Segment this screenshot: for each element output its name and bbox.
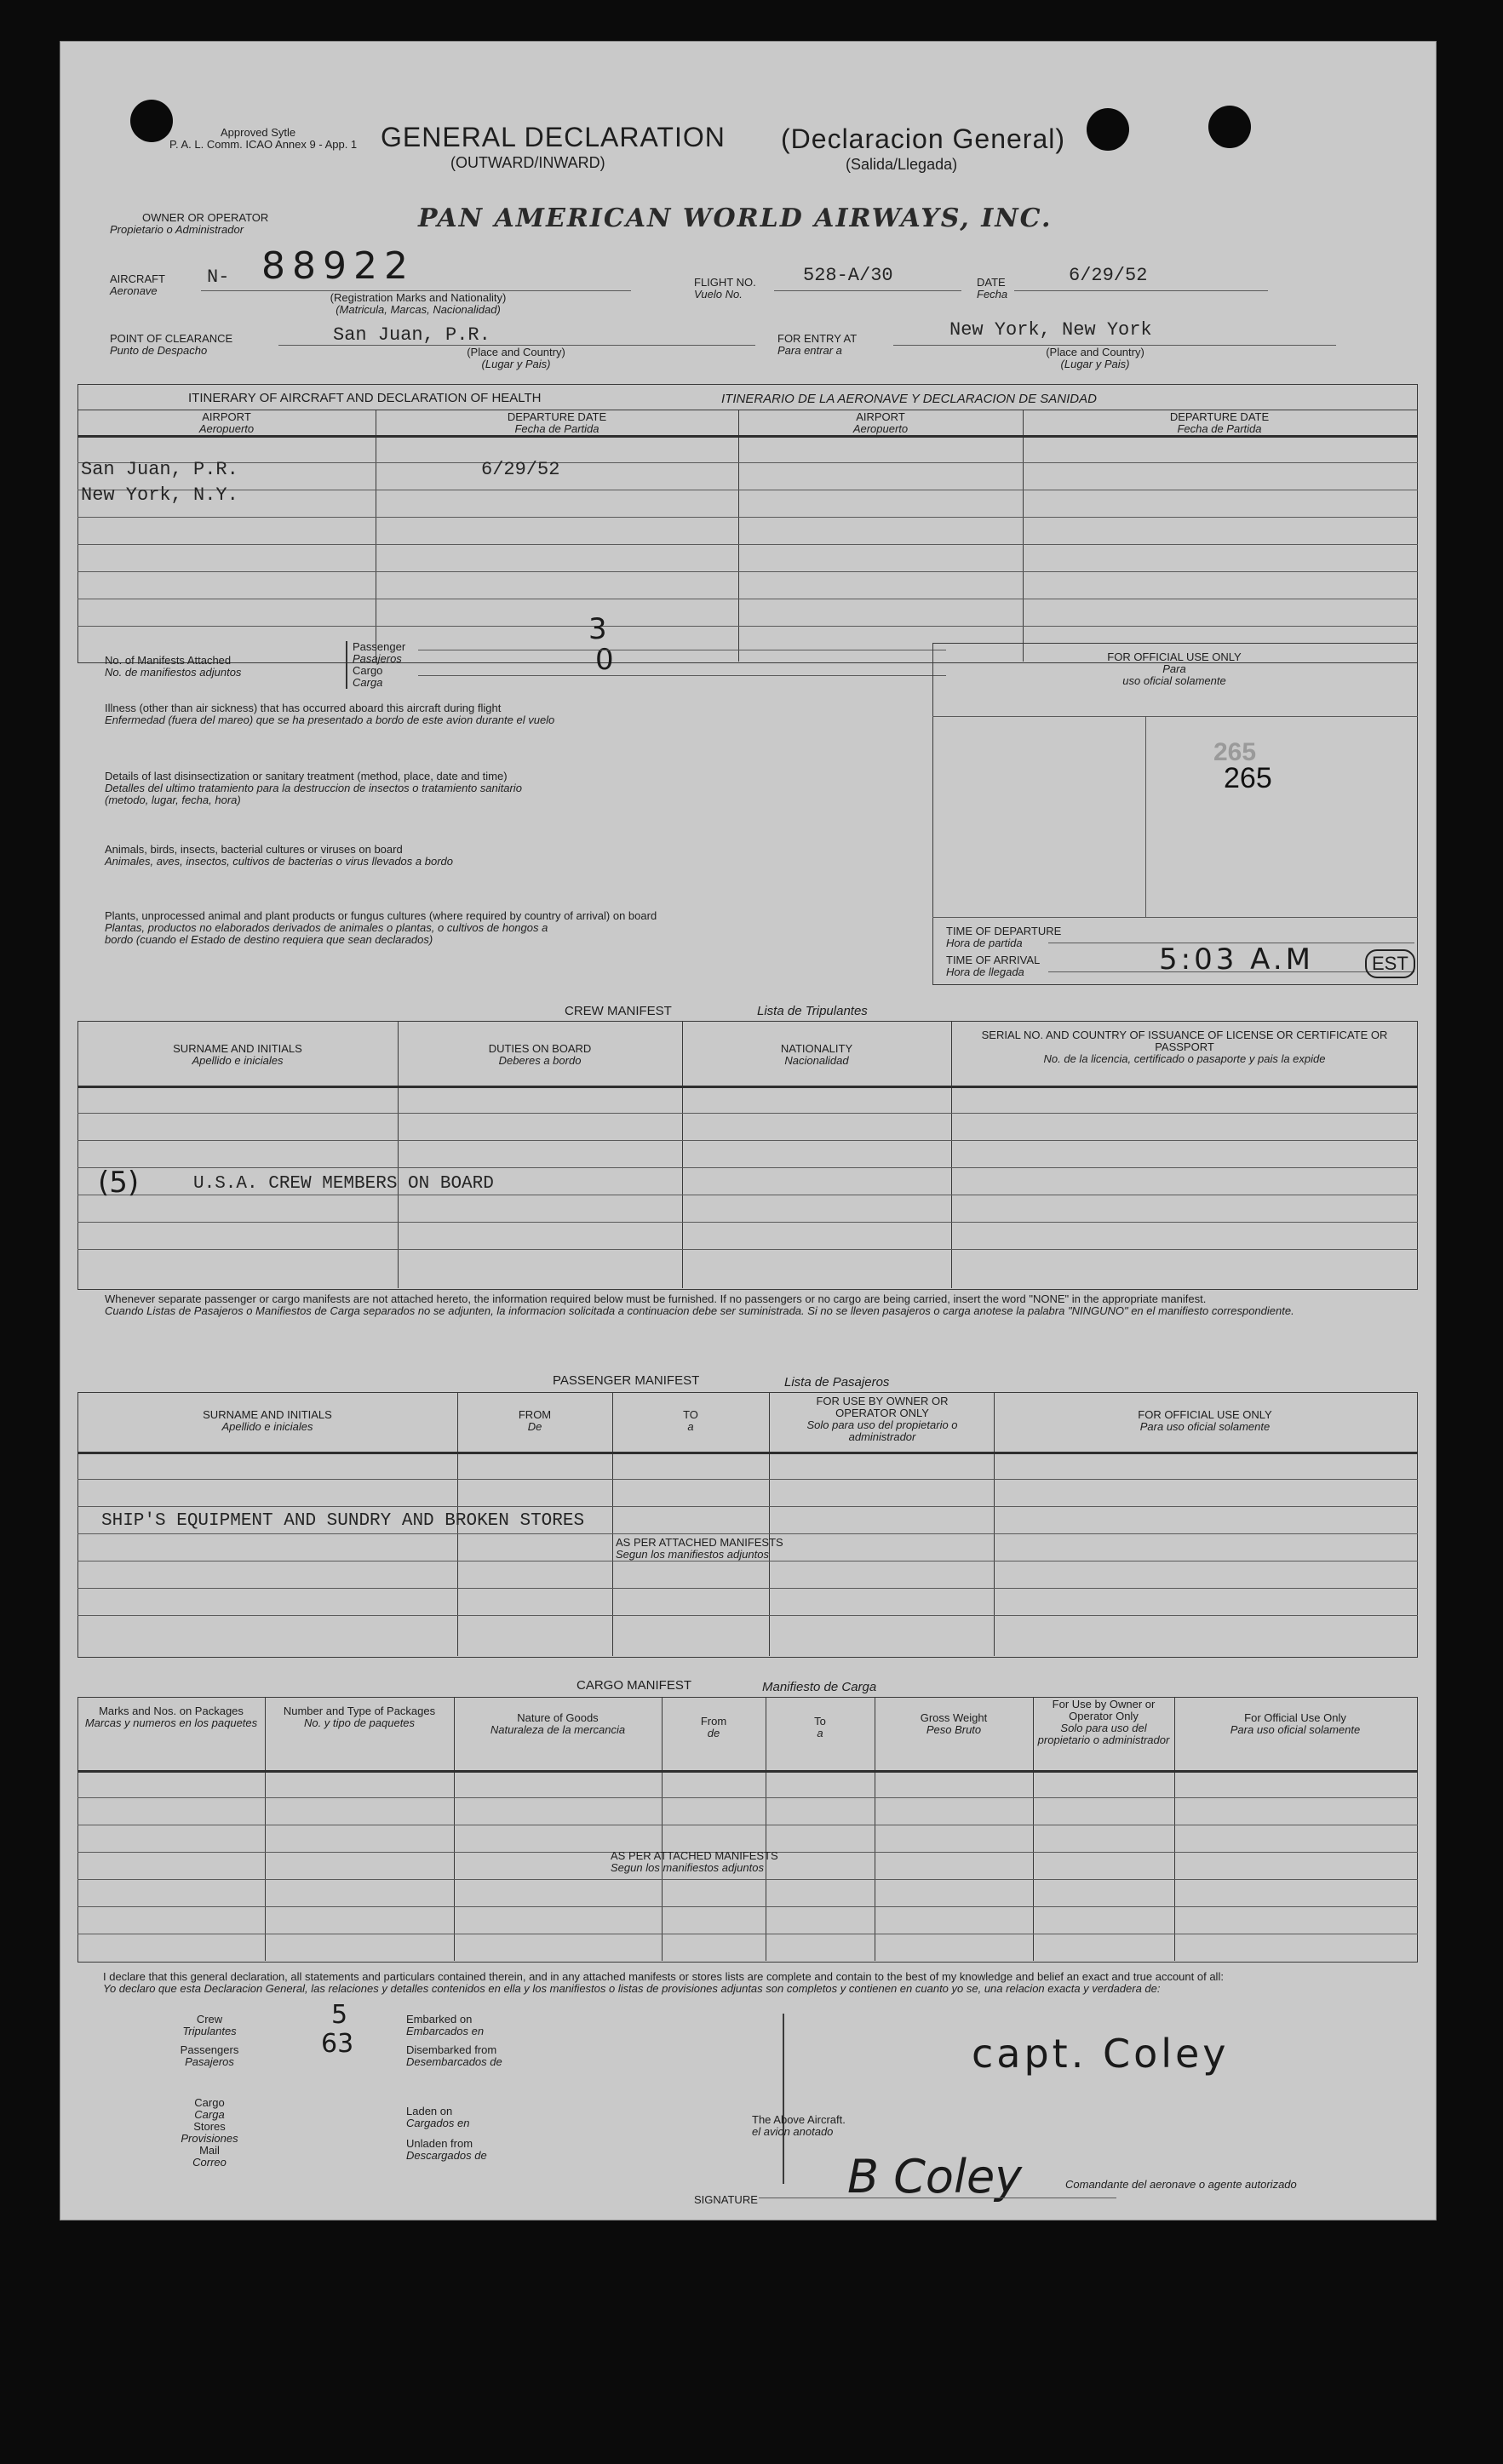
owner-label-en: OWNER OR OPERATOR [142,211,269,224]
cargo-col-marks [81,1705,261,1729]
crew-col-nationality [682,1043,951,1067]
pass-col-1-en: SURNAME AND INITIALS [203,1408,332,1421]
manifests-passenger-count: 3 [588,612,607,646]
cargo-col-from [662,1716,766,1739]
flight-label-es: Vuelo No. [694,288,743,301]
decl-item-carga: Carga [194,2108,225,2121]
itin-col-2-es: Fecha de Partida [514,422,599,435]
decl-laden-en: Laden on [406,2105,453,2117]
cargo-col-4-es: de [707,1727,720,1739]
manifests-label [105,655,241,679]
crew-heading-es: Lista de Tripulantes [757,1004,868,1018]
decl-pass-es: Pasajeros [185,2055,234,2068]
disinsect-es-2: (metodo, lugar, fecha, hora) [105,794,241,806]
crew-count: (5) [98,1166,140,1200]
cargo-col-2-en: Number and Type of Packages [283,1705,436,1717]
captain-handwritten: capt. Coley [972,2031,1230,2077]
pass-col-3-en: TO [683,1408,698,1421]
passenger-attached [616,1537,783,1561]
manifests-passenger-en: Passenger [353,640,406,653]
form-subtitle-es: (Salida/Llegada) [846,156,958,173]
approval-line-2: P. A. L. Comm. ICAO Annex 9 - App. 1 [169,138,358,151]
entry-value: New York, New York [949,319,1152,341]
cargo-col-7-en: For Use by Owner or Operator Only [1052,1698,1156,1722]
aircraft-label [110,273,165,297]
entry-label [777,333,857,357]
punch-hole-left [130,100,173,142]
pass-col-2-en: FROM [518,1408,552,1421]
itin-col-1-es: Aeropuerto [198,422,255,435]
cargo-col-5-en: To [814,1715,826,1728]
arrival-label-en: TIME OF ARRIVAL [946,954,1041,966]
illness-declaration [105,702,554,726]
cargo-heading: CARGO MANIFEST [577,1678,692,1693]
crew-col-2-es: Deberes a bordo [498,1054,582,1067]
aircraft-registration: 88922 [261,244,415,288]
itinerary-heading: ITINERARY OF AIRCRAFT AND DECLARATION OF HEALTH [188,391,542,405]
decl-cargo-items [163,2097,256,2169]
crew-col-1-es: Apellido e iniciales [192,1054,284,1067]
cargo-col-to [766,1716,875,1739]
cargo-col-owner-use [1036,1699,1171,1746]
pass-col-owner-use [784,1395,980,1443]
decl-unladen-en: Unladen from [406,2137,473,2150]
entry-label-en: FOR ENTRY AT [777,332,858,345]
cargo-attached-en: AS PER ATTACHED MANIFESTS [611,1849,778,1862]
decl-item-cargo: Cargo [194,2096,225,2109]
decl-laden-es: Cargados en [406,2117,470,2129]
pass-col-to [612,1409,769,1433]
clearance-label [110,333,232,357]
pass-col-3-es: a [687,1420,694,1433]
clearance-value: San Juan, P.R. [333,324,490,346]
plants-es-1: Plantas, productos no elaborados derivados de animales o plantas, o cultivos de hongos a [105,921,548,934]
signature-label: SIGNATURE [694,2193,758,2206]
flight-number: 528-A/30 [803,265,893,286]
clearance-place-caption [418,347,614,370]
crew-col-license [972,1029,1397,1065]
crew-col-2-en: DUTIES ON BOARD [488,1042,592,1055]
manifests-types [346,641,405,689]
animals-es: Animales, aves, insectos, cultivos de bacterias o virus llevados a bordo [105,855,453,868]
owner-value: PAN AMERICAN WORLD AIRWAYS, INC. [418,203,1053,233]
general-declaration-form [60,41,1437,2220]
cargo-col-8-en: For Official Use Only [1244,1711,1346,1724]
decl-embarked-en: Embarked on [406,2013,473,2026]
crew-col-4-en: SERIAL NO. AND COUNTRY OF ISSUANCE OF LICENSE OR CERTIFICATE OR PASSPORT [981,1029,1388,1053]
plants-es-2: bordo (cuando el Estado de destino requiera que sean declarados) [105,933,433,946]
cargo-col-7-es: Solo para uso del propietario o administrador [1037,1722,1170,1746]
passenger-entry: SHIP'S EQUIPMENT AND SUNDRY AND BROKEN STORES [101,1511,585,1531]
approval-note [169,127,357,151]
flight-label-en: FLIGHT NO. [694,276,756,289]
decl-aircraft-label [752,2114,846,2138]
decl-crew-es: Tripulantes [182,2025,237,2037]
clearance-place-es: (Lugar y Pais) [481,358,551,370]
decl-item-correo: Correo [192,2156,227,2169]
itin-row-1-airport: San Juan, P.R. [81,459,238,480]
form-title-es: (Declaracion General) [781,123,1066,154]
arrival-label-es: Hora de llegada [946,966,1024,978]
itin-col-3-en: AIRPORT [856,410,905,423]
official-label-es-1: Para [1162,662,1186,675]
arrival-time-note: EST [1365,949,1415,978]
date-label-es: Fecha [977,288,1008,301]
approval-line-1: Approved Sytle [221,126,296,139]
decl-item-mail: Mail [199,2144,220,2157]
aircraft-label-en: AIRCRAFT [110,272,165,285]
notice-es: Cuando Listas de Pasajeros o Manifiestos de Carga separados no se adjunten, la informacion solicitada a continuacion debe ser suministrada. Si no se lleven pasajeros o carga anotese la palabra "NINGUNO" en el manifiesto correspondiente. [105,1304,1294,1317]
passenger-heading: PASSENGER MANIFEST [553,1373,700,1388]
pass-col-4-en: FOR USE BY OWNER OR OPERATOR ONLY [816,1395,949,1419]
itin-col-2-en: DEPARTURE DATE [507,410,607,423]
clearance-label-en: POINT OF CLEARANCE [110,332,233,345]
animals-declaration [105,844,453,868]
pass-col-official-use [994,1409,1416,1433]
itin-row-2-airport: New York, N.Y. [81,484,238,506]
aircraft-prefix: N- [207,266,230,288]
official-stamp-faded: 265 [1213,738,1257,766]
crew-col-3-es: Nacionalidad [784,1054,849,1067]
cargo-col-weight [875,1712,1033,1736]
disinsection-declaration [105,771,522,806]
manifests-cargo-count: 0 [595,643,614,677]
itin-col-3-es: Aeropuerto [852,422,909,435]
decl-aircraft-en: The Above Aircraft. [752,2113,846,2126]
cargo-col-official-use [1178,1712,1413,1736]
cargo-col-2-es: No. y tipo de paquetes [303,1716,416,1729]
manifests-cargo-es: Carga [353,676,383,689]
pass-col-from [457,1409,612,1433]
plants-en: Plants, unprocessed animal and plant products or fungus cultures (where required by country of arrival) on board [105,909,657,922]
arrival-time-value: 5:03 A.M [1159,943,1314,977]
illness-en: Illness (other than air sickness) that has occurred aboard this aircraft during flight [105,702,502,714]
flight-date: 6/29/52 [1069,265,1148,286]
crew-col-surname [77,1043,398,1067]
passenger-attached-es: Segun los manifiestos adjuntos [616,1548,769,1561]
pass-col-surname [77,1409,457,1433]
entry-place-caption [997,347,1193,370]
declaration-es: Yo declaro que esta Declaracion General, las relaciones y detalles contenidos en ella y los manifiestos o listas de provisiones adjuntas son completos y contienen en cuanto yo se, una relacion exacta y verdadera de: [103,1982,1161,1995]
crew-heading: CREW MANIFEST [565,1004,672,1018]
cargo-attached [611,1850,778,1874]
cargo-col-3-es: Naturaleza de la mercancia [490,1723,626,1736]
decl-aircraft-es: el avion anotado [752,2125,834,2138]
aircraft-label-es: Aeronave [110,284,158,297]
decl-disembarked-es: Desembarcados de [406,2055,502,2068]
declaration-en: I declare that this general declaration, all statements and particulars contained therein, and in any attached manifests or stores lists are complete and contain to the best of my knowledge and belief an exact and true account of all: [103,1970,1224,1983]
manifest-notice [105,1293,1416,1317]
clearance-label-es: Punto de Despacho [110,344,208,357]
itin-col-1-en: AIRPORT [202,410,251,423]
form-subtitle: (OUTWARD/INWARD) [450,154,605,171]
departure-time-label [946,925,1061,949]
reg-caption-es: (Matricula, Marcas, Nacionalidad) [336,303,501,316]
entry-place-es: (Lugar y Pais) [1060,358,1130,370]
itin-col-4-es: Fecha de Partida [1177,422,1262,435]
itinerary-heading-es: ITINERARIO DE LA AERONAVE Y DECLARACION DE SANIDAD [721,392,1097,406]
cargo-col-8-es: Para uso oficial solamente [1230,1723,1361,1736]
entry-label-es: Para entrar a [777,344,842,357]
cargo-col-1-en: Marks and Nos. on Packages [99,1705,244,1717]
arrival-time-label [946,954,1040,978]
passenger-attached-en: AS PER ATTACHED MANIFESTS [616,1536,783,1549]
notice-en: Whenever separate passenger or cargo manifests are not attached hereto, the information required below must be furnished. If no passengers or no cargo are being carried, insert the word "NONE" in the appropriate manifest. [105,1292,1207,1305]
decl-unladen-es: Descargados de [406,2149,487,2162]
owner-label-es: Propietario o Administrador [110,223,244,236]
manifests-label-es: No. de manifiestos adjuntos [105,666,242,679]
form-title: GENERAL DECLARATION [381,122,726,152]
pass-col-4-es: Solo para uso del propietario o administrador [806,1418,958,1443]
decl-item-stores: Stores [193,2120,226,2133]
crew-col-1-en: SURNAME AND INITIALS [173,1042,302,1055]
departure-label-en: TIME OF DEPARTURE [946,925,1062,937]
decl-crew-en: Crew [196,2013,223,2026]
animals-en: Animals, birds, insects, bacterial cultures or viruses on board [105,843,403,856]
decl-disembarked-en: Disembarked from [406,2043,497,2056]
cargo-col-5-es: a [817,1727,823,1739]
official-label-es-2: uso oficial solamente [1122,674,1226,687]
decl-pass-en: Passengers [180,2043,239,2056]
crew-col-3-en: NATIONALITY [780,1042,853,1055]
crew-col-duties [398,1043,682,1067]
pass-col-5-es: Para uso oficial solamente [1139,1420,1271,1433]
itin-col-4-en: DEPARTURE DATE [1169,410,1270,423]
cargo-col-1-es: Marcas y numeros en los paquetes [84,1716,258,1729]
decl-embark-labels [406,2014,502,2068]
decl-embarked-es: Embarcados en [406,2025,485,2037]
owner-label [110,212,268,236]
punch-hole-mid [1087,108,1129,151]
pass-col-2-es: De [527,1420,542,1433]
official-stamp: 265 [1224,762,1272,794]
pass-col-1-es: Apellido e iniciales [221,1420,313,1433]
departure-label-es: Hora de partida [946,937,1023,949]
itin-col-date-2 [1023,411,1416,435]
punch-hole-right [1208,106,1251,148]
itin-col-airport-2 [738,411,1023,435]
aircraft-reg-caption [282,292,554,316]
date-label [977,277,1007,301]
decl-item-provisiones: Provisiones [181,2132,238,2145]
illness-es: Enfermedad (fuera del mareo) que se ha presentado a bordo de este avion durante el vuelo [105,713,555,726]
flight-label [694,277,756,301]
manifests-cargo-en: Cargo [353,664,383,677]
official-label-en: FOR OFFICIAL USE ONLY [1107,650,1242,663]
cargo-col-packages [268,1705,450,1729]
signature-handwritten: B Coley [847,2150,1023,2203]
manifests-passenger-es: Pasajeros [353,652,402,665]
plants-declaration [105,910,657,946]
passenger-heading-es: Lista de Pasajeros [784,1375,890,1390]
date-label-en: DATE [977,276,1006,289]
disinsect-en: Details of last disinsectization or sanitary treatment (method, place, date and time) [105,770,508,782]
cargo-attached-es: Segun los manifiestos adjuntos [611,1861,764,1874]
decl-crew-count: 5 [331,2000,348,2030]
decl-pass-count: 63 [321,2029,354,2059]
pass-col-5-en: FOR OFFICIAL USE ONLY [1138,1408,1272,1421]
cargo-col-nature [457,1712,658,1736]
clearance-place-en: (Place and Country) [467,346,565,358]
decl-laden-labels [406,2106,487,2162]
crew-entry: U.S.A. CREW MEMBERS ON BOARD [193,1174,494,1194]
entry-place-en: (Place and Country) [1046,346,1144,358]
manifests-label-en: No. of Manifests Attached [105,654,232,667]
cargo-col-6-en: Gross Weight [920,1711,988,1724]
decl-crew-pass-labels [163,2014,256,2068]
reg-caption-en: (Registration Marks and Nationality) [330,291,507,304]
cargo-col-6-es: Peso Bruto [926,1723,982,1736]
official-use-heading [932,651,1416,687]
commander-label: Comandante del aeronave o agente autorizado [1065,2178,1297,2191]
declaration-text [103,1971,1414,1995]
disinsect-es-1: Detalles del ultimo tratamiento para la destruccion de insectos o tratamiento sanitario [105,782,522,794]
cargo-heading-es: Manifiesto de Carga [762,1680,877,1694]
itin-row-1-date: 6/29/52 [481,459,560,480]
cargo-col-4-en: From [700,1715,727,1728]
cargo-col-3-en: Nature of Goods [517,1711,599,1724]
itin-col-airport-1 [77,411,376,435]
itin-col-date-1 [376,411,738,435]
crew-col-4-es: No. de la licencia, certificado o pasaporte y pais la expide [1043,1052,1326,1065]
